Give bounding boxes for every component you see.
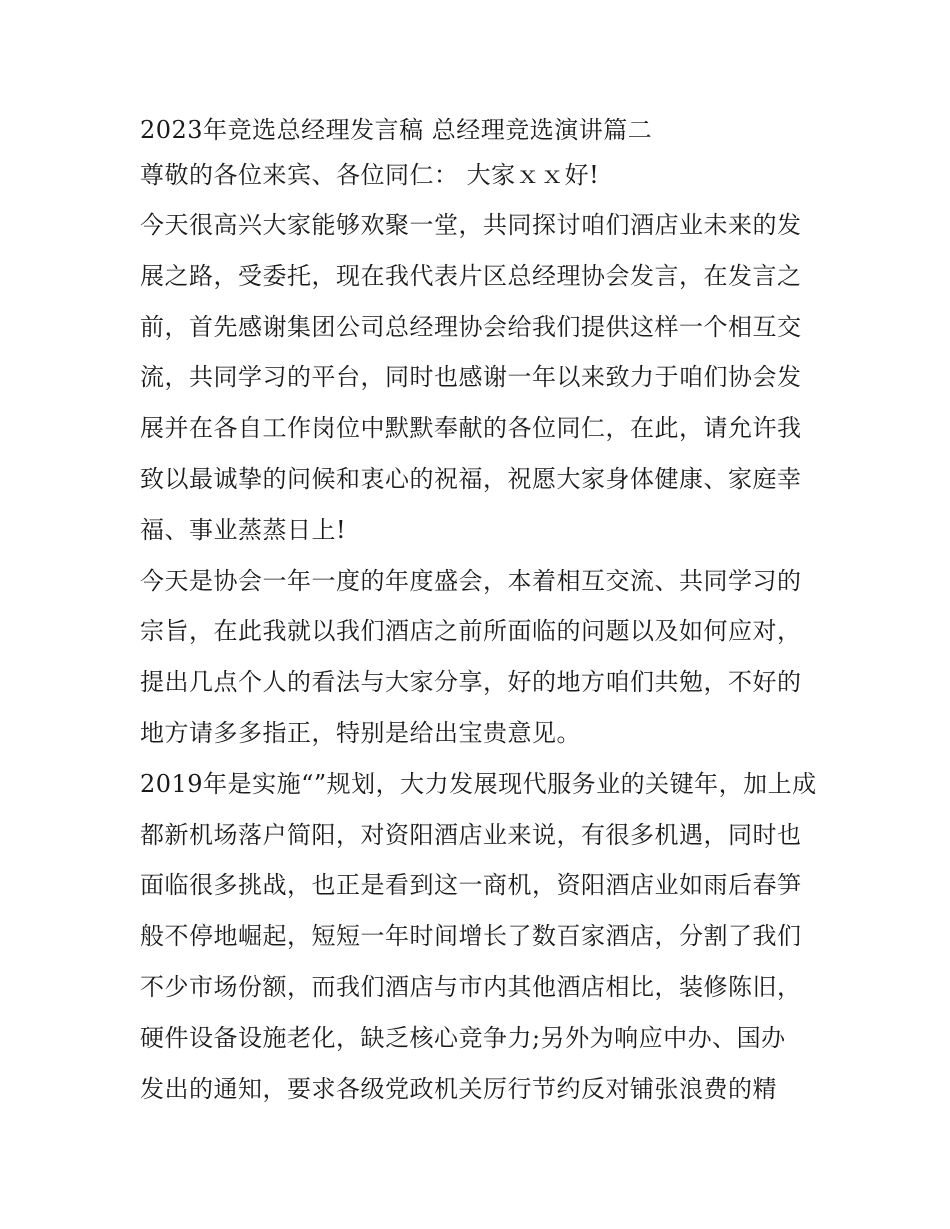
text-line: 硬件设备设施老化，缺乏核心竞争力;另外为响应中办、国办 [140,1023,786,1052]
text-line: 流，共同学习的平台，同时也感谢一年以来致力于咱们协会发 [140,363,802,392]
text-line: 2019年是实施“”规划，大力发展现代服务业的关键年，加上成 [140,769,817,798]
paragraph-3 [140,759,820,1115]
text-line: 面临很多挑战，也正是看到这一商机，资阳酒店业如雨后春笋 [140,871,802,900]
text-line: 都新机场落户简阳，对资阳酒店业来说，有很多机遇，同时也 [140,820,802,849]
text-line: 地方请多多指正，特别是给出宝贵意见。 [140,718,581,747]
text-line: 展并在各自工作岗位中默默奉献的各位同仁，在此，请允许我 [140,414,802,443]
text-line: 般不停地崛起，短短一年时间增长了数百家酒店，分割了我们 [140,922,802,951]
paragraph-1 [140,200,820,556]
document-title: 2023年竞选总经理发言稿 总经理竞选演讲篇二 [140,116,653,144]
document-body [140,110,820,1114]
text-line: 宗旨，在此我就以我们酒店之前所面临的问题以及如何应对， [140,617,802,646]
text-line: 展之路，受委托，现在我代表片区总经理协会发言，在发言之 [140,261,802,290]
text-line: 今天是协会一年一度的年度盛会，本着相互交流、共同学习的 [140,566,802,595]
paragraph-2 [140,556,820,759]
text-line: 不少市场份额，而我们酒店与市内其他酒店相比，装修陈旧， [140,972,802,1001]
greeting-line: 尊敬的各位来宾、各位同仁： 大家ｘｘ好! [140,161,600,189]
text-line: 福、事业蒸蒸日上! [140,515,347,544]
text-line: 提出几点个人的看法与大家分享，好的地方咱们共勉，不好的 [140,668,802,697]
text-line: 前，首先感谢集团公司总经理协会给我们提供这样一个相互交 [140,312,802,341]
text-line: 致以最诚挚的问候和衷心的祝福，祝愿大家身体健康、家庭幸 [140,464,802,493]
text-line: 今天很高兴大家能够欢聚一堂，共同探讨咱们酒店业未来的发 [140,211,802,239]
text-line: 发出的通知，要求各级党政机关厉行节约反对铺张浪费的精 [140,1074,777,1103]
